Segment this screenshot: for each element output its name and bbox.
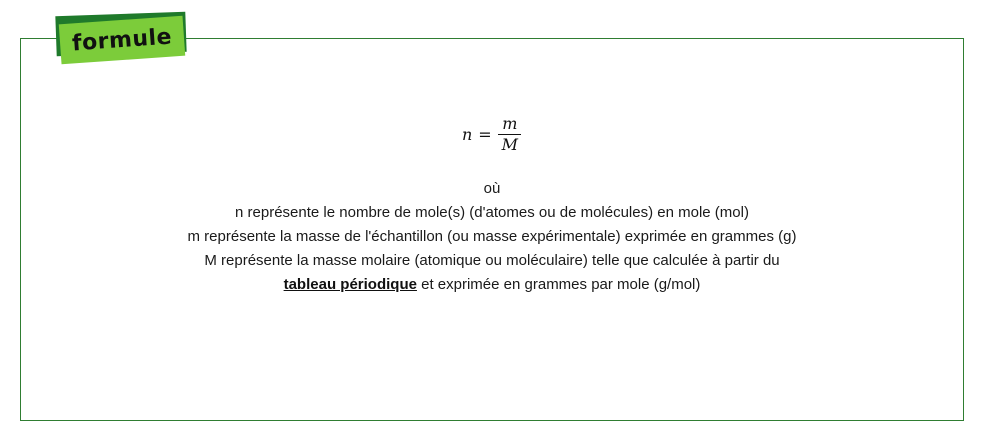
definition-M-suffix: et exprimée en grammes par mole (g/mol) <box>416 276 701 294</box>
definition-n: n représente le nombre de mole(s) (d'atomes ou de molécules) en mole (mol) <box>235 204 749 222</box>
definition-m: m représente la masse de l'échantillon (ou masse expérimentale) exprimée en grammes (g) <box>187 228 797 246</box>
formula-content <box>20 115 964 297</box>
formula-fraction <box>498 115 522 153</box>
periodic-table-link[interactable]: tableau périodique <box>283 276 417 294</box>
formula-lhs: n <box>461 124 473 144</box>
tag-label-shape <box>59 16 185 65</box>
definition-M: M représente la masse molaire (atomique ou moléculaire) telle que calculée à partir du <box>204 252 780 270</box>
formule-tag <box>52 12 190 64</box>
formula-equals: = <box>478 124 492 144</box>
formula-numerator: m <box>498 115 521 135</box>
formula-equation <box>462 115 522 153</box>
tag-label: formule <box>71 24 173 56</box>
definition-M-continued <box>20 273 964 297</box>
formula-denominator: M <box>501 134 519 154</box>
where-label: où <box>483 180 501 198</box>
